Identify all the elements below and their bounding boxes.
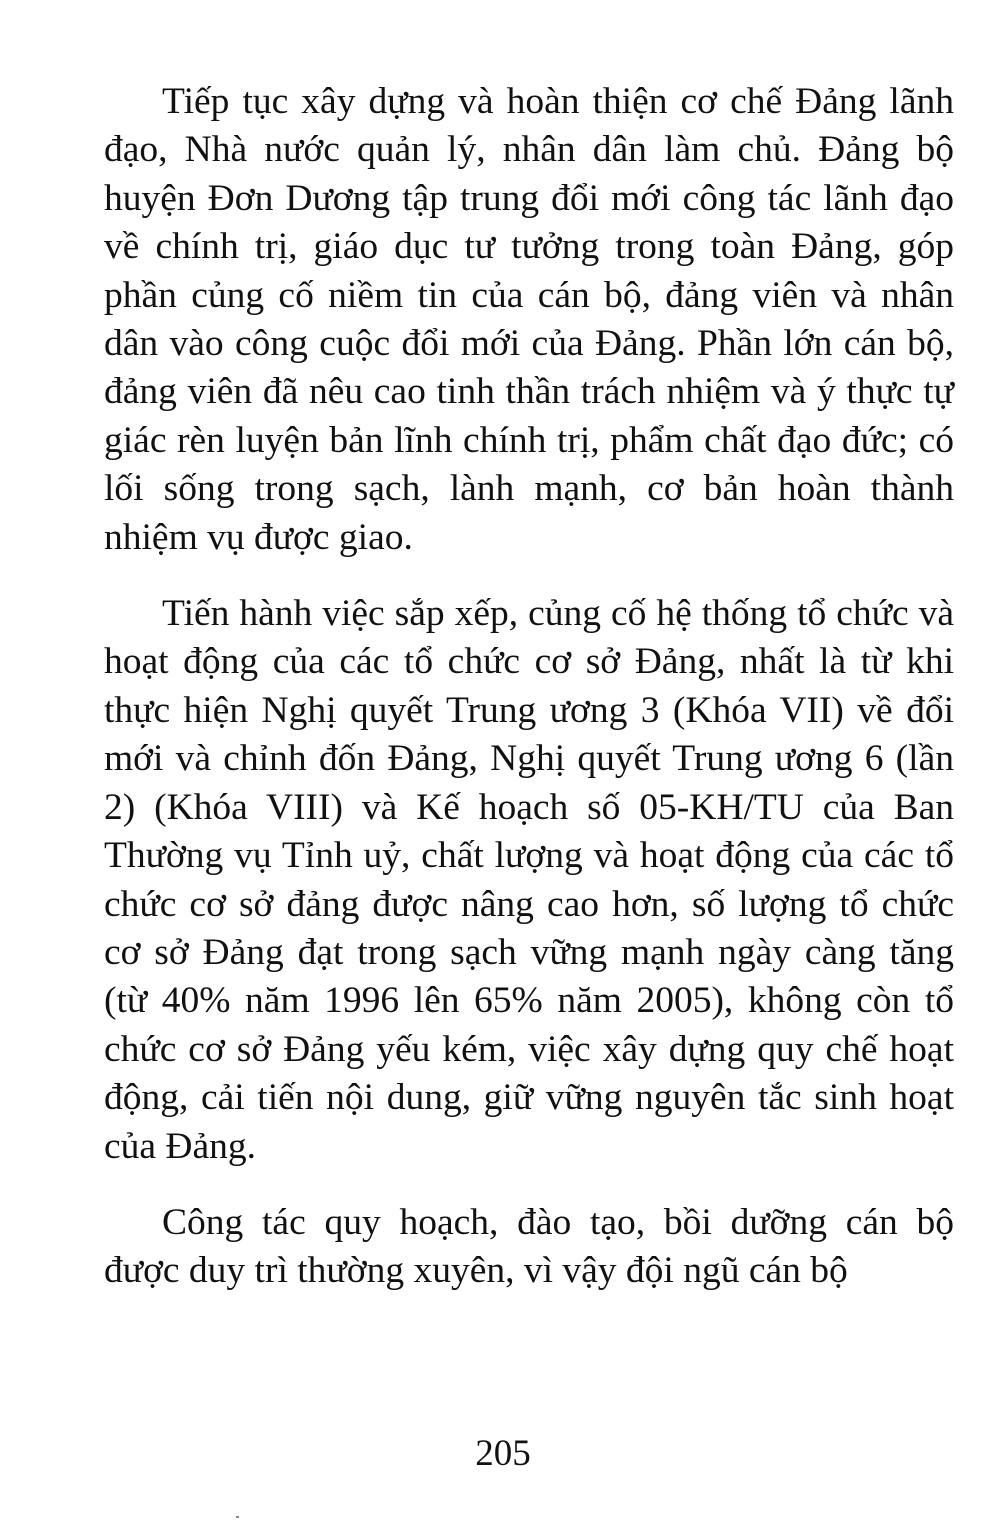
paragraph-party-organization: Tiến hành việc sắp xếp, củng cố hệ thống tổ chức và hoạt động của các tổ chức cơ sở Đảng, nhất là từ khi thực hiện Nghị quyết Trung ương 3 (Khóa VII) về đổi mới và chỉnh đốn Đảng, Nghị quyết Trung ương 6 (lần 2) (Khóa VIII) và Kế hoạch số 05-KH/TU của Ban Thường vụ Tỉnh uỷ, chất lượng và hoạt động của các tổ chức cơ sở đảng được nâng cao hơn, số lượng tổ chức cơ sở Đảng đạt trong sạch vững mạnh ngày càng tăng (từ 40% năm 1996 lên 65% năm 2005), không còn tổ chức cơ sở Đảng yếu kém, việc xây dựng quy chế hoạt động, cải tiến nội dung, giữ vững nguyên tắc sinh hoạt của Đảng. xyxy=(104,593,954,1167)
paragraph-party-leadership: Tiếp tục xây dựng và hoàn thiện cơ chế Đảng lãnh đạo, Nhà nước quản lý, nhân dân làm chủ. Đảng bộ huyện Đơn Dương tập trung đổi mới công tác lãnh đạo về chính trị, giáo dục tư tưởng trong toàn Đảng, góp phần củng cố niềm tin của cán bộ, đảng viên và nhân dân vào công cuộc đổi mới của Đảng. Phần lớn cán bộ, đảng viên đã nêu cao tinh thần trách nhiệm và ý thực tự giác rèn luyện bản lĩnh chính trị, phẩm chất đạo đức; có lối sống trong sạch, lành mạnh, cơ bản hoàn thành nhiệm vụ được giao. xyxy=(104,81,954,558)
page-number: 205 xyxy=(475,1433,531,1474)
paragraph-cadre-training: Công tác quy hoạch, đào tạo, bồi dưỡng cán bộ được duy trì thường xuyên, vì vậy đội ngũ cán bộ xyxy=(104,1201,954,1292)
page-body xyxy=(104,78,954,1324)
scan-speck xyxy=(236,1516,239,1518)
